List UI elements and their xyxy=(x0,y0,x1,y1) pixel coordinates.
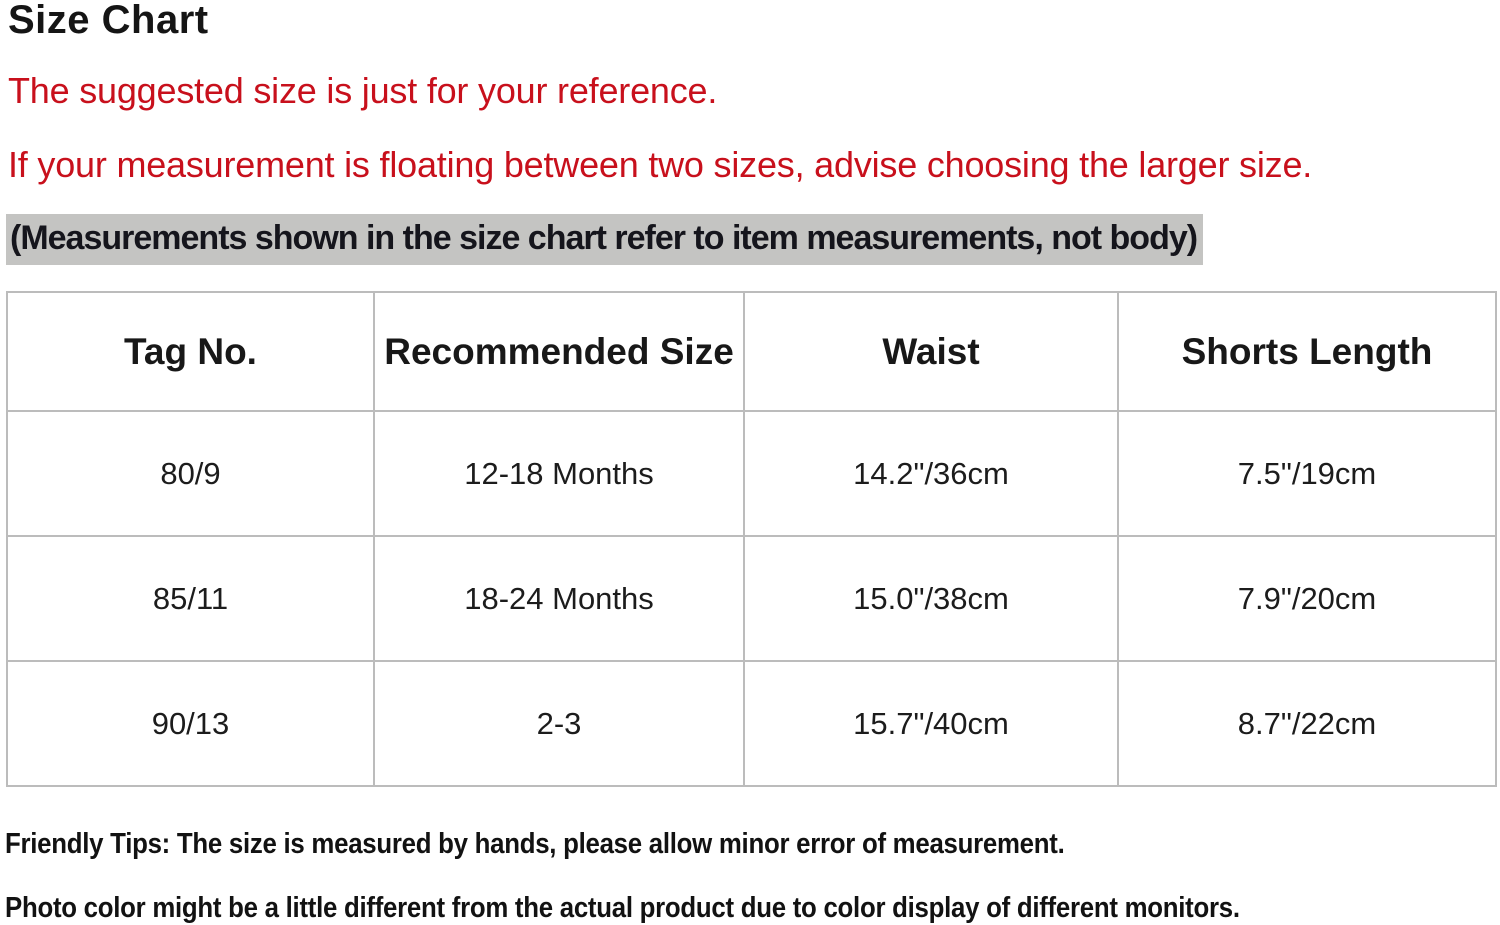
photo-color-note: Photo color might be a little different from the actual product due to color display of different monitors. xyxy=(5,892,1240,924)
cell-tag-no: 80/9 xyxy=(7,411,374,536)
cell-recommended-size: 2-3 xyxy=(374,661,744,786)
size-table xyxy=(6,291,1497,787)
cell-tag-no: 85/11 xyxy=(7,536,374,661)
table-row-size-85-11 xyxy=(7,536,1496,661)
cell-shorts-length: 7.5"/19cm xyxy=(1118,411,1496,536)
cell-recommended-size: 18-24 Months xyxy=(374,536,744,661)
cell-tag-no: 90/13 xyxy=(7,661,374,786)
highlight-measurement-note xyxy=(6,214,1203,265)
header-cell-shorts-length: Shorts Length xyxy=(1118,292,1496,411)
cell-shorts-length: 8.7"/22cm xyxy=(1118,661,1496,786)
cell-recommended-size: 12-18 Months xyxy=(374,411,744,536)
cell-waist: 15.0"/38cm xyxy=(744,536,1118,661)
header-cell-waist: Waist xyxy=(744,292,1118,411)
cell-waist: 15.7"/40cm xyxy=(744,661,1118,786)
table-row-size-80-9 xyxy=(7,411,1496,536)
header-cell-recommended-size: Recommended Size xyxy=(374,292,744,411)
header-cell-tag-no: Tag No. xyxy=(7,292,374,411)
table-row-size-90-13 xyxy=(7,661,1496,786)
note-choose-larger-size: If your measurement is floating between two sizes, advise choosing the larger size. xyxy=(8,144,1313,185)
note-reference-disclaimer: The suggested size is just for your reference. xyxy=(8,70,718,111)
cell-waist: 14.2"/36cm xyxy=(744,411,1118,536)
page-title: Size Chart xyxy=(8,0,209,42)
size-table-header-row xyxy=(7,292,1496,411)
cell-shorts-length: 7.9"/20cm xyxy=(1118,536,1496,661)
highlight-measurement-note-text: (Measurements shown in the size chart refer to item measurements, not body) xyxy=(6,214,1203,265)
friendly-tips-note: Friendly Tips: The size is measured by hands, please allow minor error of measurement. xyxy=(5,828,1065,860)
